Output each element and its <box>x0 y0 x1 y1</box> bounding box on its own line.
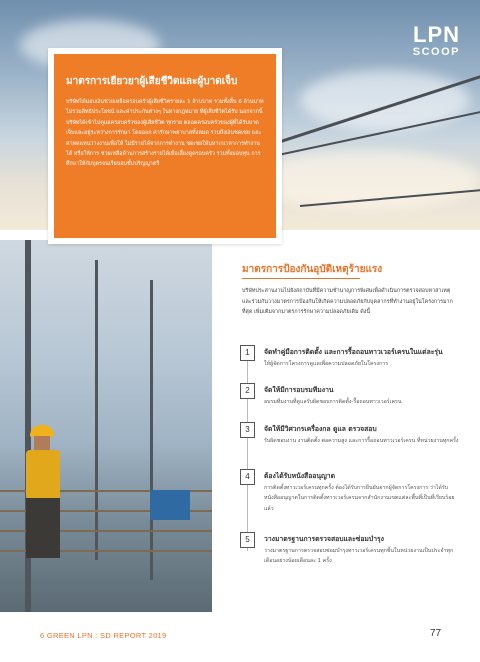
step-title: จัดทำคู่มือการติดตั้ง และการรื้อถอนทาวเวอร์เครนในแต่ละรุ่น <box>264 348 443 356</box>
step-number: 3 <box>240 422 255 438</box>
prevention-title: มาตรการป้องกันอุบัติเหตุร้ายแรง <box>242 264 383 275</box>
page-number: 77 <box>430 628 442 639</box>
step-description: การติดตั้งทาวเวอร์เครนทุกครั้ง ต้องได้รับการยืนยันจากผู้จัดการโครงการ ว่าได้รับหนังสืออนุญาตในการติดตั้งทาวเวอร์เครนจากสำนักงานเขตแต่ละพื้นที่เป็นที่เรียบร้อยแล้ว <box>264 485 455 512</box>
step-number: 5 <box>240 532 255 548</box>
prevention-title-underline <box>242 278 360 279</box>
step-number: 1 <box>240 345 255 361</box>
step-number: 4 <box>240 469 255 485</box>
step-title: จัดให้มีการอบรมทีมงาน <box>264 386 334 394</box>
step-description: รับผิดชอบงาน งานติดตั้ง ต่อความสูง และการรื้อถอนทาวเวอร์เครน ที่หน่วยงานทุกครั้ง <box>264 438 459 444</box>
compensation-box <box>48 48 282 244</box>
footer-report-title: 6 GREEN LPN : SD REPORT 2019 <box>40 631 167 640</box>
step-description: อบรมทีมงานที่ดูแลรับผิดชอบการติดตั้ง-รื้อถอนทาวเวอร์เครน <box>264 399 402 405</box>
compensation-box-inner <box>54 54 276 238</box>
logo-main-text: LPN <box>413 22 460 47</box>
prevention-intro: บริษัทประสานงานไปยังสถาบันที่มีความชำนาญการพิเศษเพื่อดำเนินการตรวจสอบหาสาเหตุ และร่วมกันวางมาตรการป้องกันให้เกิดความปลอดภัยกับบุคลากรที่ทำงานอยู่ในโครงการมากที่สุด เพิ่มเติมจากมาตรการรักษาความปลอดภัยเดิม ดังนี้ <box>242 288 453 315</box>
step-description: วางมาตรฐานการตรวจสอบซ่อมบำรุงทาวเวอร์เครนทุกชิ้นในหน่วยงานเป็นประจำทุกเดือนอย่างน้อยเดือนละ 1 ครั้ง <box>264 548 454 565</box>
compensation-title: มาตรการเยียวยาผู้เสียชีวิตและผู้บาดเจ็บ <box>66 76 238 87</box>
lpn-scoop-logo <box>413 24 460 58</box>
compensation-paragraph: บริษัทได้มอบเงินช่วยเหลือครอบครัวผู้เสียชีวิตรายละ 1 ล้านบาท รวมทั้งสิ้น 6 ล้านบาท ไม่รวมสิทธิประโยชน์ และค่าประกันต่างๆ ในทางกฎหมาย ที่ผู้เสียชีวิตได้รับ นอกจากนี้ บริษัทได้เข้าไปดูแลครอบครัวของผู้เสียชีวิต ทุกราย ตลอดครอบครัวของผู้ที่ได้รับบาดเจ็บและอยู่ระหว่างการรักษา โดยออก ค่ารักษาพยาบาลทั้งหมด รวมถึงเงินชดเชย และค่าทดแทนว่างงานเพื่อให้ ไม่มีรายได้จากการทำงาน ชดเชยให้มหาเกเวลาการทำงานได้ หรือให้การ ช่วยเหลือด้านการสร้างรายได้เพื่อเลี้ยงดูครอบครัว รวมทั้งมอบทุน การศึกษาให้กับบุตรจนเรียนจบชั้นปริญญาตรี <box>66 99 264 168</box>
step-title: จัดให้มีวิศวกรเครื่องกล ดูแล ตรวจสอบ <box>264 425 377 433</box>
step-title: วางมาตรฐานการตรวจสอบและซ่อมบำรุง <box>264 535 384 543</box>
logo-sub-text: SCOOP <box>412 46 460 58</box>
step-description: ให้ผู้จัดการโครงการดูแลเพื่อความปลอดภัยในโครงการ <box>264 361 389 367</box>
step-title: ต้องได้รับหนังสืออนุญาต <box>264 472 336 480</box>
step-number: 2 <box>240 383 255 399</box>
construction-worker-photo <box>0 240 212 612</box>
